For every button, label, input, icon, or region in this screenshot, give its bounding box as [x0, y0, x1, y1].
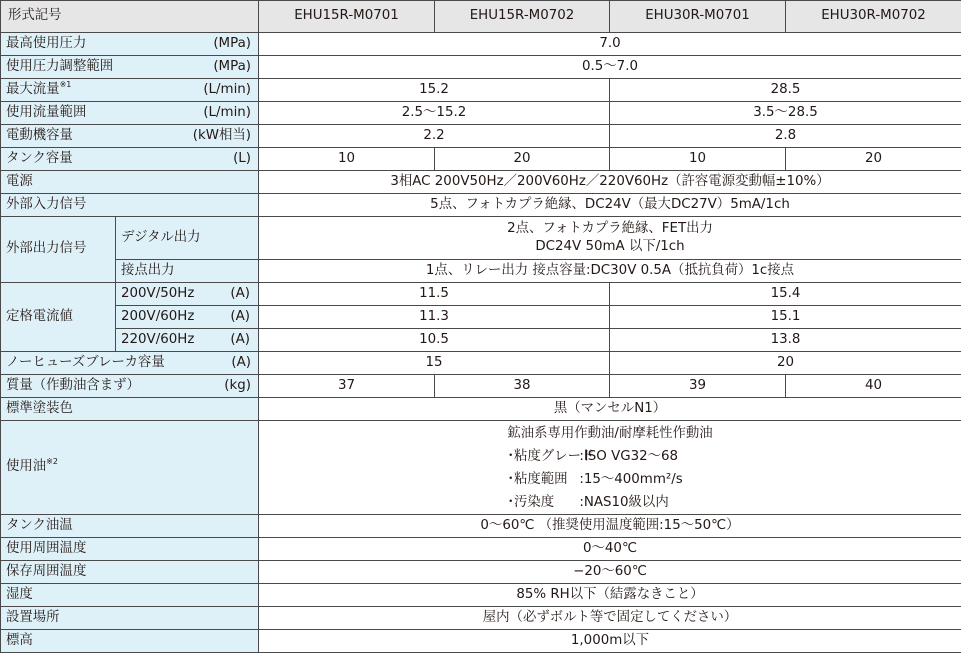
- row-breaker: [1, 352, 961, 375]
- label-text: 電動機容量: [6, 127, 73, 143]
- value-cell: 10.5: [259, 329, 610, 352]
- row-tank: [1, 148, 961, 171]
- model-header: EHU15R-M0702: [435, 1, 610, 33]
- oil-title: 鉱油系専用作動油/耐摩耗性作動油: [507, 425, 713, 441]
- value-cell: 20: [786, 148, 961, 171]
- row-location: [1, 607, 961, 630]
- row-altitude: [1, 630, 961, 653]
- value-cell: 20: [435, 148, 610, 171]
- row-label: 設置場所: [1, 607, 259, 630]
- row-oil: [1, 421, 961, 515]
- label-text: 220V/60Hz: [121, 331, 195, 347]
- oil-spec-line: [507, 445, 712, 468]
- value-line: 2点、フォトカプラ絶縁、FET出力: [507, 221, 713, 236]
- value-cell: 屋内（必ずボルト等で固定してください）: [259, 607, 961, 630]
- row-label: 保存周囲温度: [1, 561, 259, 584]
- row-motor: [1, 125, 961, 148]
- oil-spec: [507, 422, 712, 514]
- unit-text: (A): [230, 331, 250, 347]
- row-paint: [1, 398, 961, 421]
- row-label: [1, 102, 259, 125]
- value-cell: 0〜40℃: [259, 538, 961, 561]
- row-label: [1, 125, 259, 148]
- value-line: DC24V 50mA 以下/1ch: [535, 239, 685, 254]
- row-pressure-adjust: [1, 56, 961, 79]
- value-cell: 40: [786, 375, 961, 398]
- value-cell: 28.5: [610, 79, 961, 102]
- row-label: 外部出力信号: [1, 217, 116, 283]
- value-cell: 2.5〜15.2: [259, 102, 610, 125]
- row-label: 外部入力信号: [1, 194, 259, 217]
- label-text: 使用流量範囲: [6, 104, 87, 120]
- value-cell: 3相AC 200V50Hz／200V60Hz／220V60Hz（許容電源変動幅±10%）: [259, 171, 961, 194]
- oil-spec-key: ･粘度範囲: [507, 471, 568, 487]
- value-cell: 10: [259, 148, 435, 171]
- row-label: [1, 148, 259, 171]
- sub-label: [116, 283, 259, 306]
- value-cell: [259, 421, 961, 515]
- row-label: 電源: [1, 171, 259, 194]
- value-cell: 11.5: [259, 283, 610, 306]
- row-label: [1, 56, 259, 79]
- header-label: 形式記号: [1, 1, 259, 33]
- oil-spec-line: [507, 468, 712, 491]
- row-humidity: [1, 584, 961, 607]
- label-text: 200V/60Hz: [121, 308, 195, 324]
- row-max-flow: [1, 79, 961, 102]
- value-cell: 0〜60℃ （推奨使用温度範囲:15〜50℃）: [259, 515, 961, 538]
- sub-label: [116, 306, 259, 329]
- value-cell: 37: [259, 375, 435, 398]
- row-label: [1, 79, 259, 102]
- row-label: 湿度: [1, 584, 259, 607]
- oil-spec-key: ･粘度グレード: [507, 448, 595, 464]
- label-text: 質量（作動油含まず）: [6, 377, 140, 393]
- row-ambient-temp: [1, 538, 961, 561]
- oil-spec-value: :15〜400mm²/s: [579, 471, 683, 487]
- row-rated-current: [1, 306, 961, 329]
- label-text: ノーヒューズブレーカ容量: [6, 354, 165, 370]
- value-cell: 85% RH以下（結露なきこと）: [259, 584, 961, 607]
- oil-spec-key: ･汚染度: [507, 494, 555, 510]
- row-storage-temp: [1, 561, 961, 584]
- unit-text: (L/min): [203, 81, 251, 97]
- value-cell: 3.5〜28.5: [610, 102, 961, 125]
- oil-spec-value: :NAS10級以内: [579, 494, 669, 510]
- value-cell: 0.5〜7.0: [259, 56, 961, 79]
- unit-text: (MPa): [213, 35, 251, 51]
- row-rated-current: [1, 329, 961, 352]
- model-header: EHU30R-M0702: [786, 1, 961, 33]
- sub-label: [116, 329, 259, 352]
- row-label: [1, 33, 259, 56]
- label-text: タンク容量: [6, 150, 73, 166]
- unit-text: (A): [231, 354, 251, 370]
- value-cell: 1,000m以下: [259, 630, 961, 653]
- row-label: 定格電流値: [1, 283, 116, 352]
- sub-label: 接点出力: [116, 260, 259, 283]
- value-cell: 1点、リレー出力 接点容量:DC30V 0.5A（抵抗負荷）1c接点: [259, 260, 961, 283]
- unit-text: (kg): [224, 377, 251, 393]
- row-ext-output-digital: [1, 217, 961, 260]
- unit-text: (kW相当): [192, 127, 251, 143]
- model-header: EHU30R-M0701: [610, 1, 786, 33]
- value-cell: 10: [610, 148, 786, 171]
- value-cell: [259, 217, 961, 260]
- value-cell: 38: [435, 375, 610, 398]
- oil-spec-value: :ISO VG32〜68: [579, 448, 679, 464]
- row-ext-input: [1, 194, 961, 217]
- value-cell: 黒（マンセルN1）: [259, 398, 961, 421]
- row-oil-temp: [1, 515, 961, 538]
- row-label: 標準塗装色: [1, 398, 259, 421]
- value-cell: 15.4: [610, 283, 961, 306]
- value-cell: 20: [610, 352, 961, 375]
- value-cell: 15.1: [610, 306, 961, 329]
- value-cell: 5点、フォトカプラ絶縁、DC24V（最大DC27V）5mA/1ch: [259, 194, 961, 217]
- row-label: 標高: [1, 630, 259, 653]
- row-label: タンク油温: [1, 515, 259, 538]
- value-cell: 13.8: [610, 329, 961, 352]
- sub-label: デジタル出力: [116, 217, 259, 260]
- row-power: [1, 171, 961, 194]
- unit-text: (A): [230, 285, 250, 301]
- row-max-pressure: [1, 33, 961, 56]
- row-mass: [1, 375, 961, 398]
- label-text: 200V/50Hz: [121, 285, 195, 301]
- row-label: [1, 375, 259, 398]
- label-text: 使用油: [6, 459, 47, 475]
- value-cell: 2.8: [610, 125, 961, 148]
- model-header: EHU15R-M0701: [259, 1, 435, 33]
- value-cell: 2.2: [259, 125, 610, 148]
- unit-text: (MPa): [213, 58, 251, 74]
- unit-text: (L/min): [203, 104, 251, 120]
- header-row: [1, 1, 961, 33]
- footnote-mark: ※1: [59, 79, 72, 89]
- value-cell: 15.2: [259, 79, 610, 102]
- row-label: [1, 421, 259, 515]
- value-cell: −20〜60℃: [259, 561, 961, 584]
- row-label: 使用周囲温度: [1, 538, 259, 561]
- row-label: [1, 352, 259, 375]
- footnote-mark: ※2: [46, 457, 58, 467]
- row-ext-output-contact: [1, 260, 961, 283]
- row-rated-current: [1, 283, 961, 306]
- label-text: 最大流量: [6, 81, 60, 97]
- oil-spec-line: [507, 491, 712, 514]
- unit-text: (A): [230, 308, 250, 324]
- label-text: 最高使用圧力: [6, 35, 87, 51]
- value-cell: 39: [610, 375, 786, 398]
- value-cell: 11.3: [259, 306, 610, 329]
- value-cell: 15: [259, 352, 610, 375]
- row-flow-range: [1, 102, 961, 125]
- unit-text: (L): [233, 150, 251, 166]
- value-cell: 7.0: [259, 33, 961, 56]
- label-text: 使用圧力調整範囲: [6, 58, 114, 74]
